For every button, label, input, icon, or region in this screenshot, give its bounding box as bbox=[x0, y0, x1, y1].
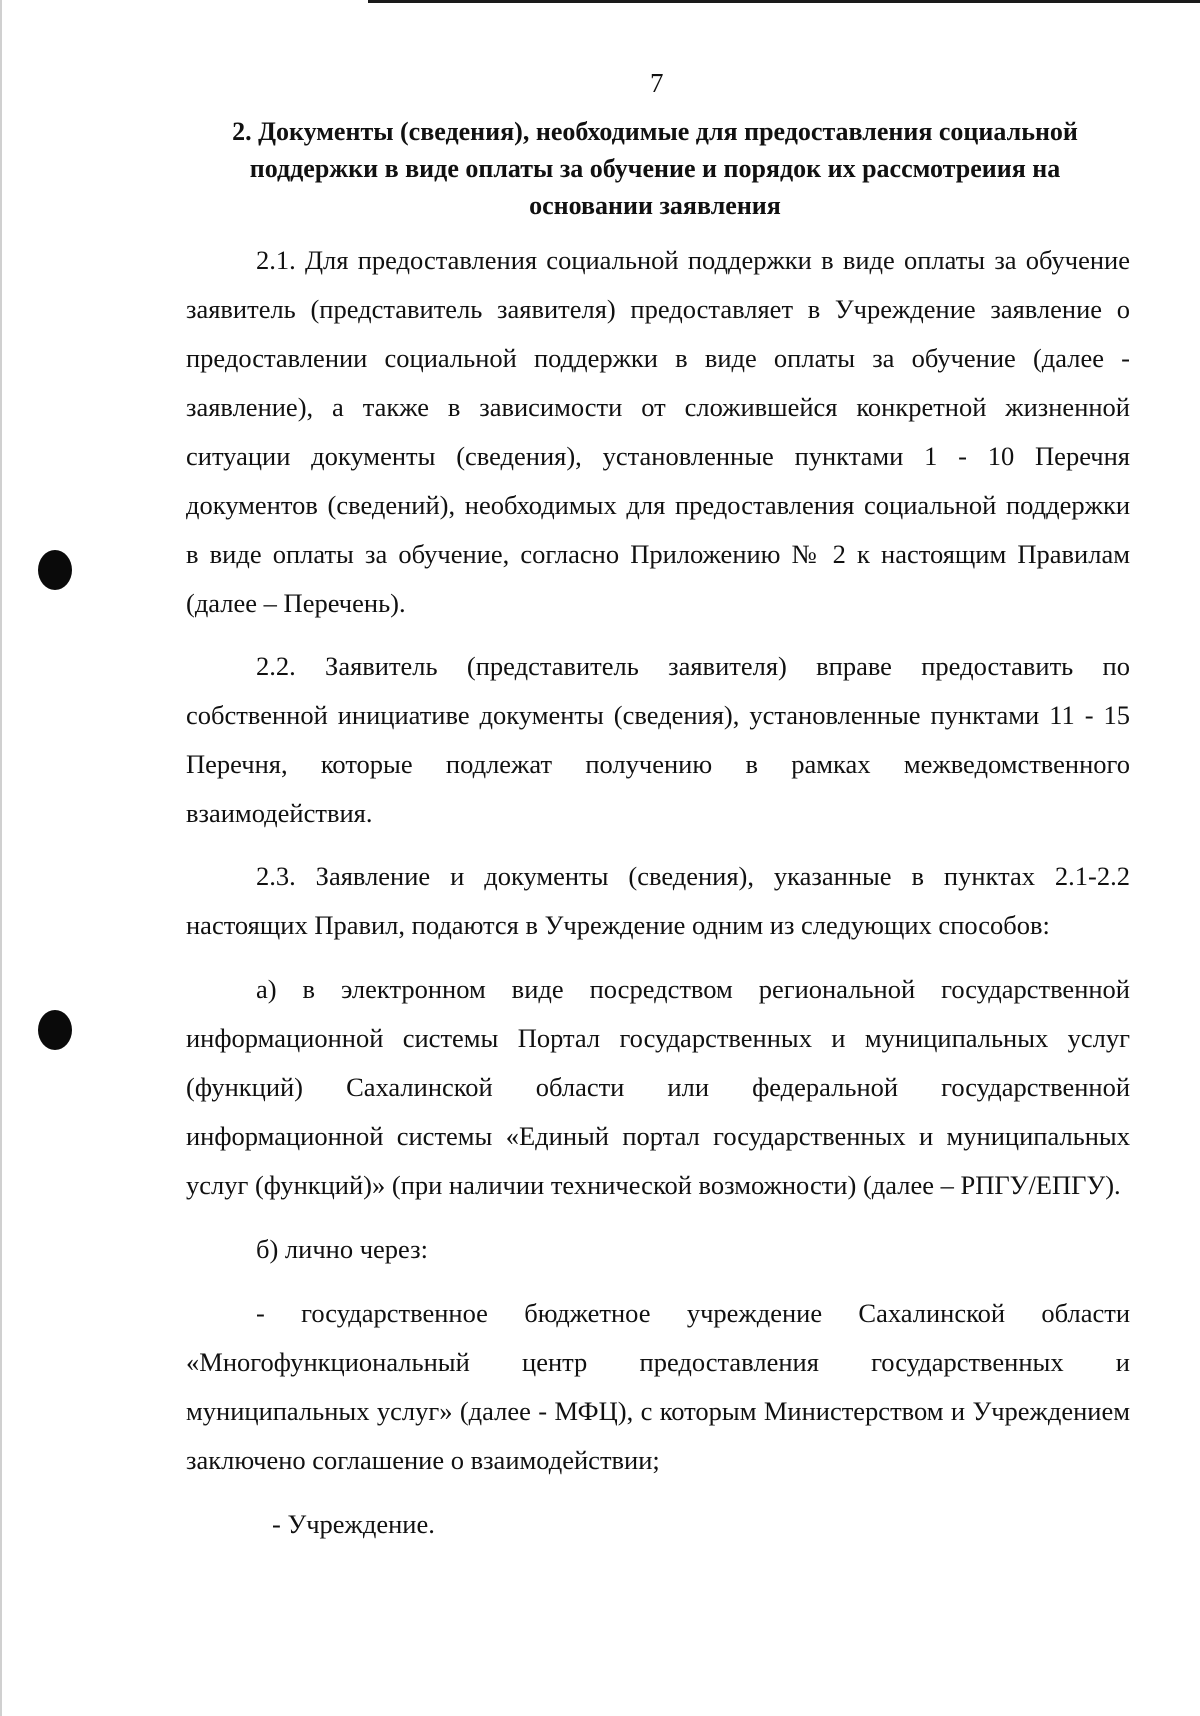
paragraph-item-b: б) лично через: bbox=[256, 1234, 428, 1264]
paragraph-2-1: 2.1. Для предоставления социальной поддержки в виде оплаты за обучение заявитель (представитель заявителя) предоставляет в Учреждение заявление о предоставлении социальной поддержки в виде оплаты за обучение (далее - заявление), а также в зависимости от сложившейся конкретной жизненной ситуации документы (сведения), установленные пунктами 1 - 10 Перечня документов (сведений), необходимых для предоставления социальной поддержки в виде оплаты за обучение, согласно Приложению № 2 к настоящим Правилам (далее – Перечень). bbox=[186, 245, 1130, 618]
binder-hole-mark bbox=[38, 550, 72, 590]
paragraph-2-2: 2.2. Заявитель (представитель заявителя) вправе предоставить по собственной инициативе документы (сведения), установленные пунктами 11 - 15 Перечня, которые подлежат получению в рамках межведомственного взаимодействия. bbox=[186, 651, 1130, 828]
paragraph-2-3: 2.3. Заявление и документы (сведения), указанные в пунктах 2.1-2.2 настоящих Правил, подаются в Учреждение одним из следующих способов: bbox=[186, 861, 1130, 940]
page-number: 7 bbox=[650, 68, 664, 98]
paragraph-item-institution: - Учреждение. bbox=[272, 1509, 435, 1539]
scan-edge-line bbox=[368, 0, 1200, 3]
binder-hole-mark bbox=[38, 1010, 72, 1050]
document-body bbox=[186, 236, 1130, 1549]
scan-left-edge bbox=[0, 0, 2, 1716]
paragraph-item-mfc: - государственное бюджетное учреждение Сахалинской области «Многофункциональный центр предоставления государственных и муниципальных услуг» (далее - МФЦ), с которым Министерством и Учреждением заключено соглашение о взаимодействии; bbox=[186, 1298, 1130, 1475]
paragraph-item-a: а) в электронном виде посредством региональной государственной информационной системы Портал государственных и муниципальных услуг (функций) Сахалинской области или федеральной государственной информационной системы «Единый портал государственных и муниципальных услуг (функций)» (при наличии технической возможности) (далее – РПГУ/ЕПГУ). bbox=[186, 974, 1130, 1200]
section-heading: 2. Документы (сведения), необходимые для предоставления социальной поддержки в виде оплаты за обучение и порядок их рассмотреиия на основании заявления bbox=[232, 117, 1078, 220]
